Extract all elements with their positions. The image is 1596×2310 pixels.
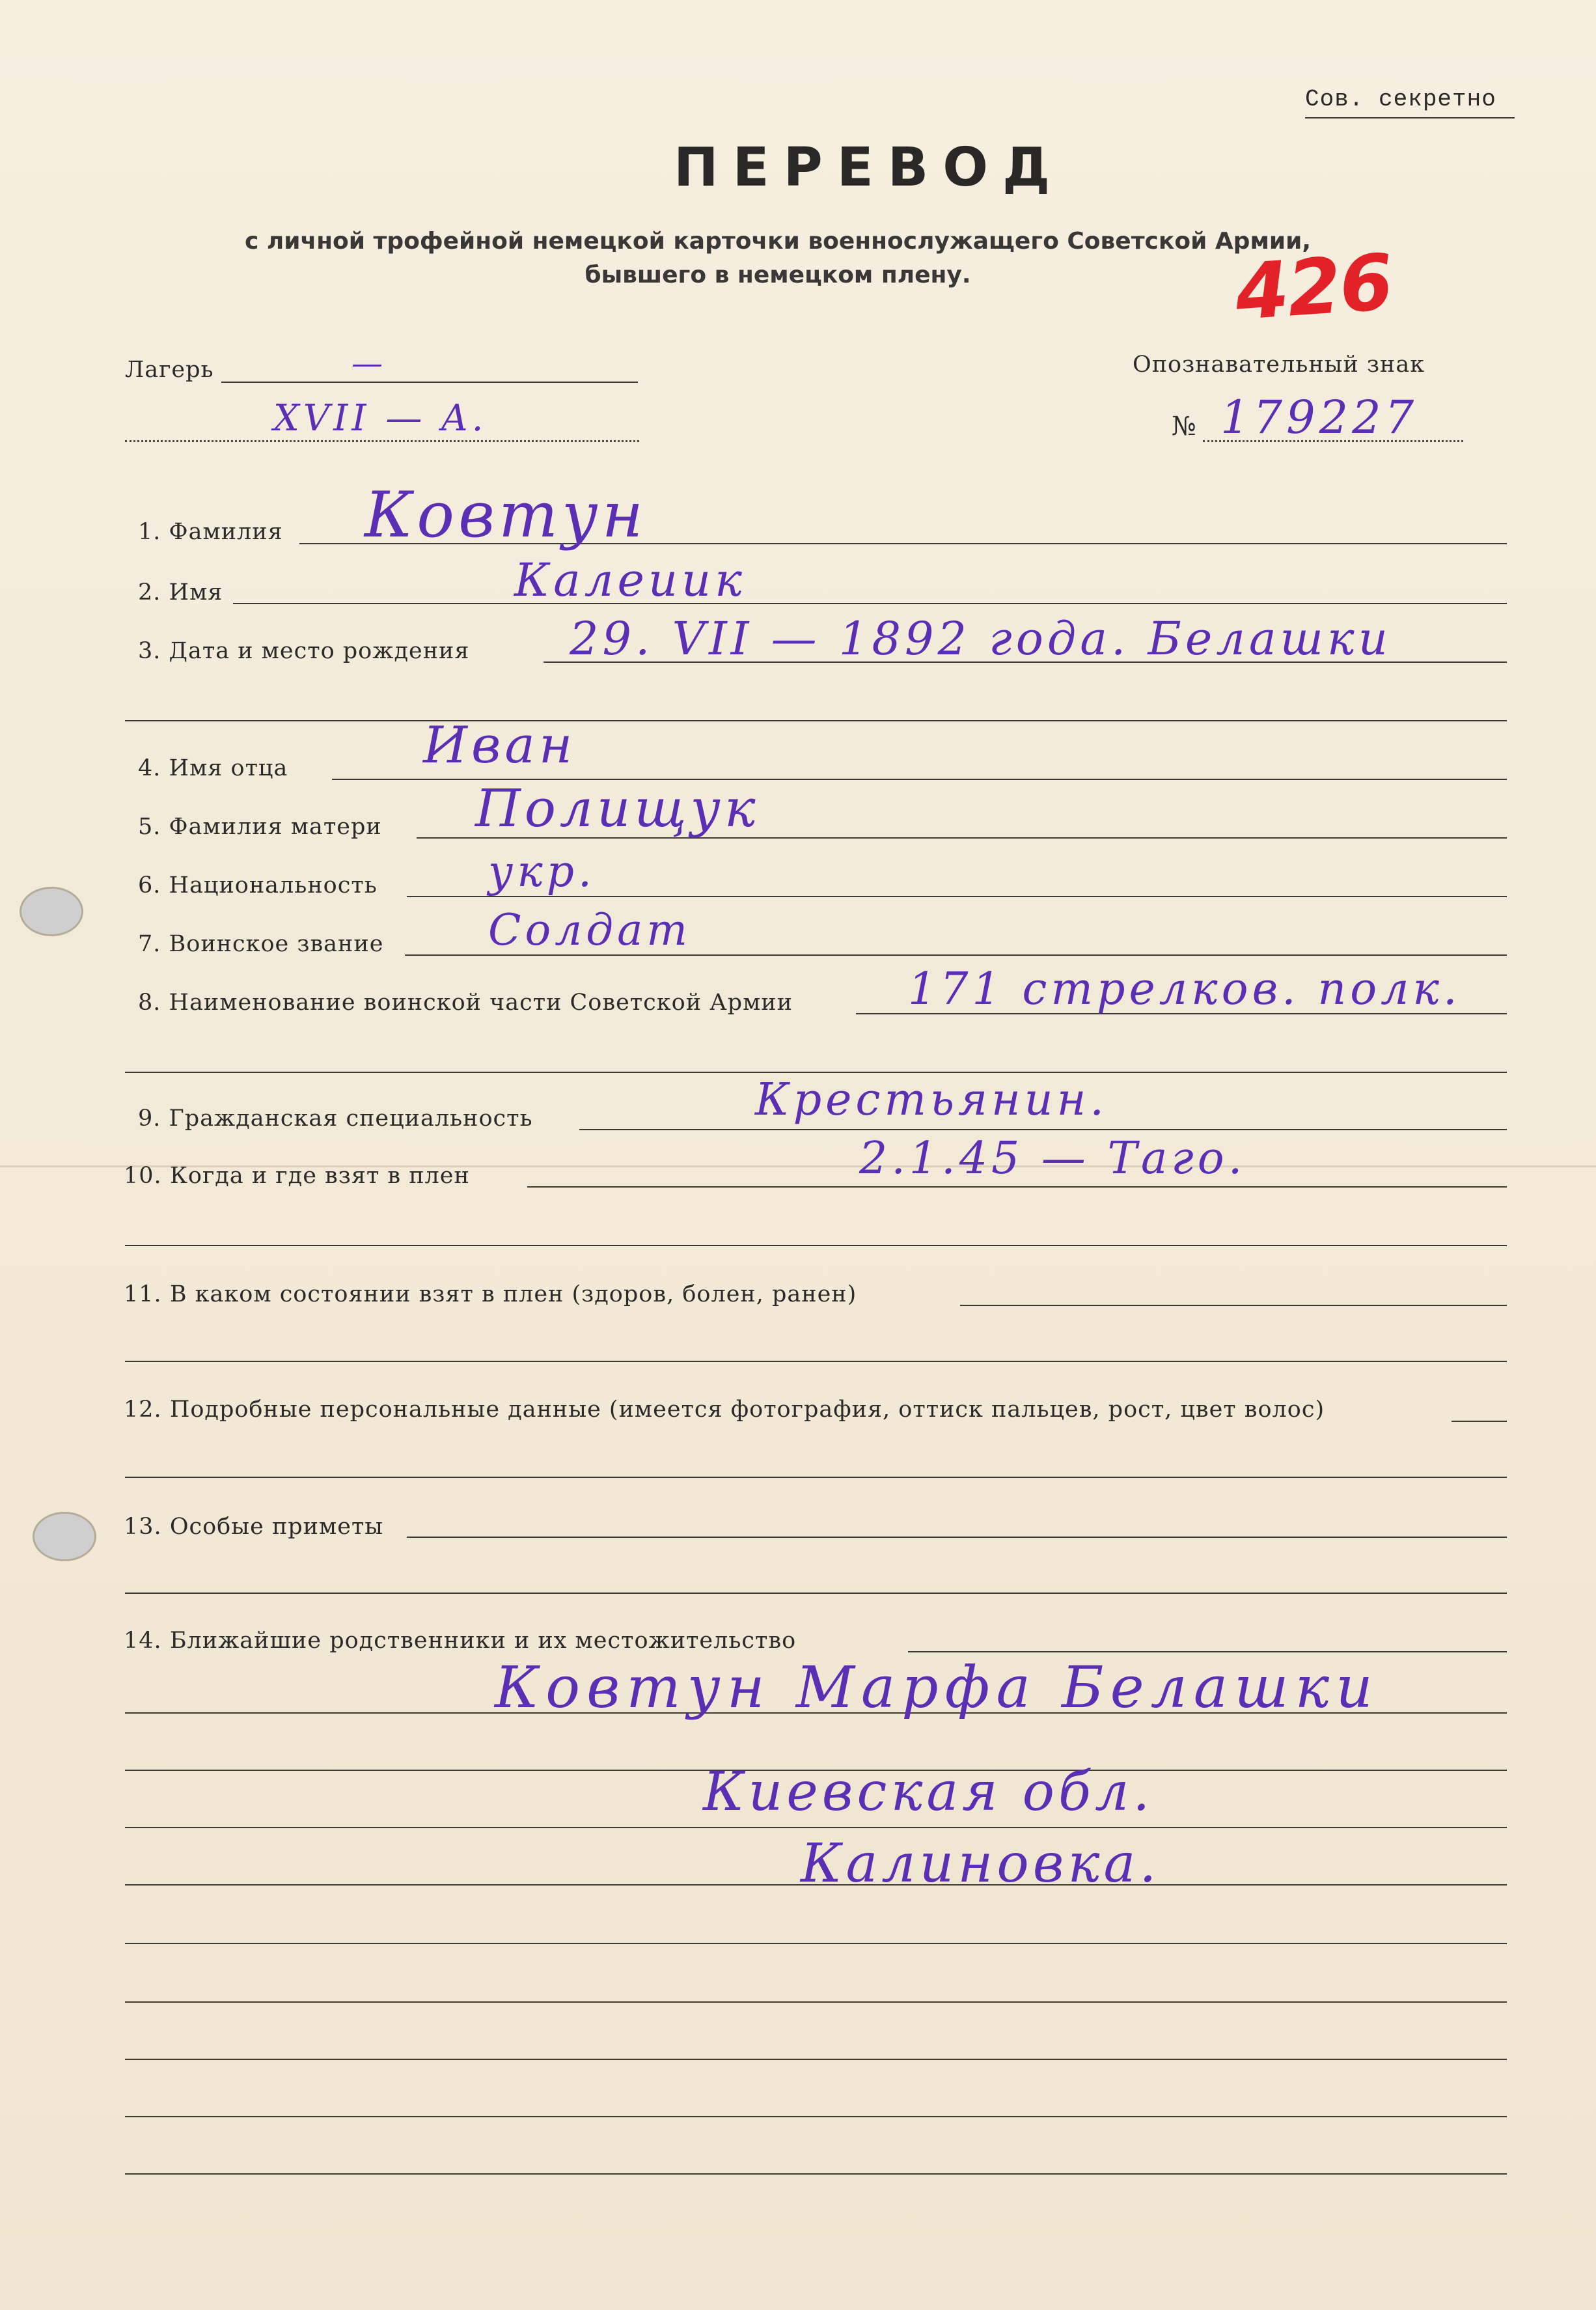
field-4-title: Имя отца xyxy=(169,755,288,781)
field-8-number: 8. xyxy=(138,990,161,1016)
field-9-line xyxy=(579,1129,1507,1130)
field-2-label xyxy=(138,579,223,605)
archive-number-mark: 426 xyxy=(1232,236,1395,338)
field-1-number: 1. xyxy=(138,519,161,545)
relatives-line-7 xyxy=(125,2059,1507,2060)
field-4-number: 4. xyxy=(138,755,161,781)
camp-label: Лагерь xyxy=(125,357,214,383)
punch-hole-top xyxy=(20,887,83,936)
relatives-line-6 xyxy=(125,2001,1507,2003)
relatives-line-3 xyxy=(125,1827,1507,1828)
field-5-number: 5. xyxy=(138,814,161,840)
camp-value: XVII — A. xyxy=(273,397,488,439)
field-13-line-2 xyxy=(125,1593,1507,1594)
field-14-line xyxy=(908,1651,1507,1652)
field-9-title: Гражданская специальность xyxy=(169,1106,533,1132)
field-1-value: Ковтун xyxy=(365,479,647,551)
field-12-title: Подробные персональные данные (имеется фотография, оттиск пальцев, рост, цвет волос) xyxy=(169,1397,1325,1423)
relatives-line-8 xyxy=(125,2116,1507,2117)
relatives-value-line-3: Калиновка. xyxy=(801,1833,1161,1895)
field-14-number: 14. xyxy=(124,1628,162,1654)
field-3-label xyxy=(138,638,469,664)
id-tag-prefix: № xyxy=(1172,411,1197,441)
field-12-line-2 xyxy=(125,1477,1507,1478)
subtitle-line-1: с личной трофейной немецкой карточки военнослужащего Советской Армии, xyxy=(244,228,1312,255)
field-9-number: 9. xyxy=(138,1106,161,1132)
field-8-title: Наименование воинской части Советской Армии xyxy=(169,990,793,1016)
field-1-label xyxy=(138,519,283,545)
field-10-number: 10. xyxy=(124,1163,162,1189)
field-6-value: укр. xyxy=(488,846,596,897)
field-11-label xyxy=(124,1281,857,1307)
field-13-label xyxy=(124,1514,383,1540)
field-13-title: Особые приметы xyxy=(169,1514,384,1540)
field-4-label xyxy=(138,755,288,781)
field-12-line xyxy=(1452,1421,1507,1422)
field-13-line xyxy=(407,1537,1507,1538)
field-8-line-2 xyxy=(125,1072,1507,1073)
field-10-line-2 xyxy=(125,1245,1507,1246)
field-11-line-2 xyxy=(125,1361,1507,1362)
field-6-number: 6. xyxy=(138,872,161,898)
field-8-value: 171 стрелков. полк. xyxy=(908,964,1461,1015)
subtitle-line-2: бывшего в немецком плену. xyxy=(585,262,971,288)
field-6-title: Национальность xyxy=(169,872,378,898)
relatives-value-line-1: Ковтун Марфа Белашки xyxy=(495,1654,1379,1721)
field-3-line-2 xyxy=(125,720,1507,721)
classification-mark: Сов. секретно xyxy=(1305,86,1496,113)
field-2-value: Калеиик xyxy=(514,553,746,607)
field-12-label xyxy=(124,1397,1325,1423)
field-1-title: Фамилия xyxy=(169,519,283,545)
document-title: ПЕРЕВОД xyxy=(674,137,1064,199)
field-10-value: 2.1.45 — Таго. xyxy=(859,1133,1246,1184)
relatives-line-5 xyxy=(125,1943,1507,1944)
field-5-label xyxy=(138,814,382,840)
field-2-title: Имя xyxy=(169,579,223,605)
field-3-title: Дата и место рождения xyxy=(169,638,470,664)
field-5-value: Полищук xyxy=(475,778,760,839)
field-7-value: Солдат xyxy=(488,905,692,955)
field-3-value: 29. VII — 1892 года. Белашки xyxy=(570,612,1392,665)
classification-underline xyxy=(1305,117,1515,118)
field-5-title: Фамилия матери xyxy=(169,814,382,840)
field-3-number: 3. xyxy=(138,638,161,664)
field-8-label xyxy=(138,990,793,1016)
field-10-line xyxy=(527,1186,1507,1188)
camp-dotted-line xyxy=(125,440,639,442)
field-13-number: 13. xyxy=(124,1514,162,1540)
field-14-label xyxy=(124,1628,796,1654)
field-2-number: 2. xyxy=(138,579,161,605)
camp-value-mark: — xyxy=(351,345,387,382)
id-tag-value: 179227 xyxy=(1220,391,1418,444)
field-10-title: Когда и где взят в плен xyxy=(169,1163,470,1189)
field-9-value: Крестьянин. xyxy=(755,1074,1108,1126)
field-11-number: 11. xyxy=(124,1281,162,1307)
relatives-value-line-2: Киевская обл. xyxy=(703,1761,1154,1823)
field-7-label xyxy=(138,931,383,957)
camp-line xyxy=(221,382,638,383)
punch-hole-bottom xyxy=(33,1512,96,1561)
field-10-label xyxy=(124,1163,470,1189)
field-2-line xyxy=(233,603,1507,604)
relatives-line-9 xyxy=(125,2173,1507,2175)
field-14-title: Ближайшие родственники и их местожительство xyxy=(169,1628,797,1654)
field-11-title: В каком состоянии взят в плен (здоров, болен, ранен) xyxy=(169,1281,857,1307)
field-4-value: Иван xyxy=(423,716,577,775)
field-9-label xyxy=(138,1106,533,1132)
field-11-line xyxy=(960,1305,1507,1306)
field-7-title: Воинское звание xyxy=(169,931,384,957)
field-6-label xyxy=(138,872,378,898)
field-7-number: 7. xyxy=(138,931,161,957)
id-tag-label: Опознавательный знак xyxy=(1133,352,1425,378)
field-12-number: 12. xyxy=(124,1397,162,1423)
